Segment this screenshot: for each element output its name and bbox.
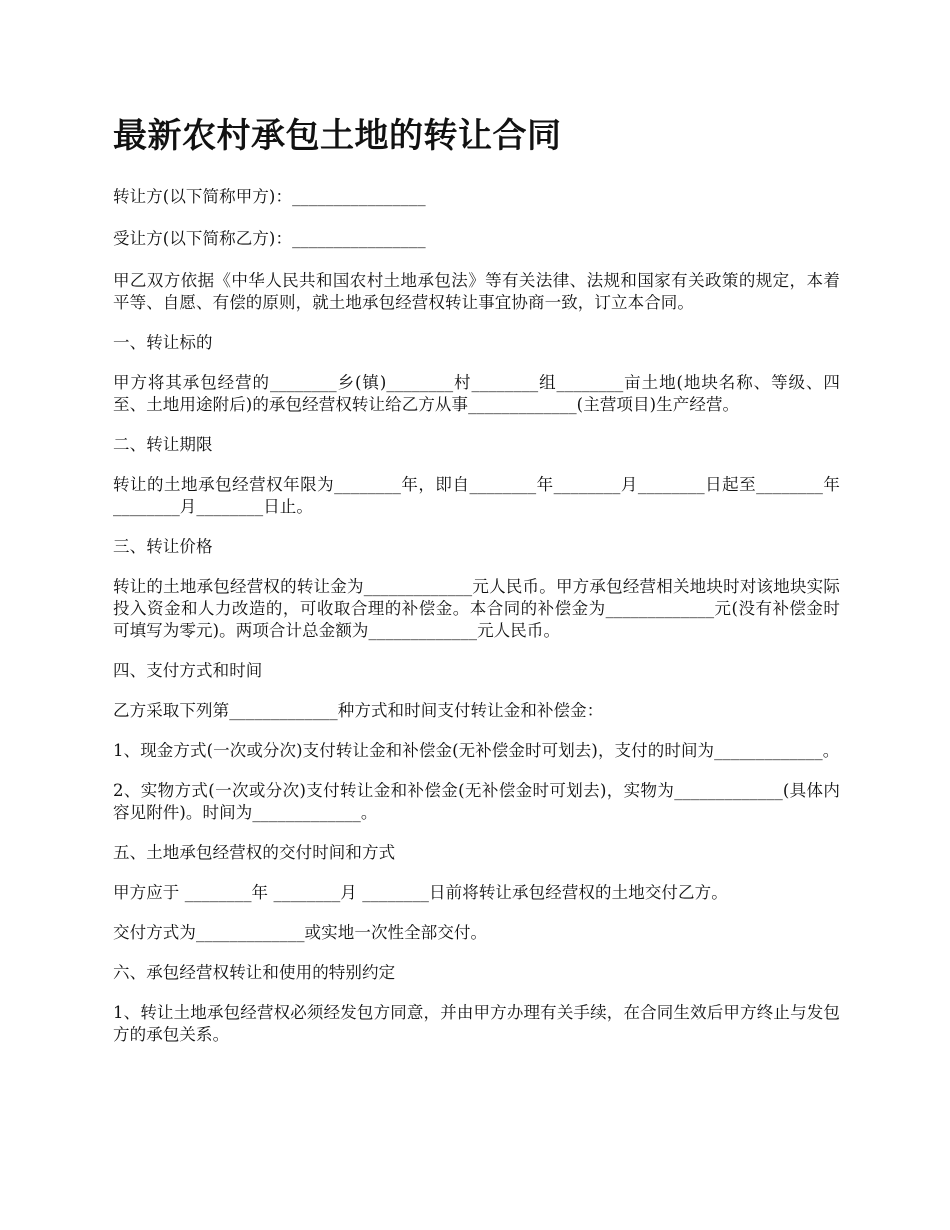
section-1-body: 甲方将其承包经营的________乡(镇)________村________组________亩土地(地块名称、等级、四至、土地用途附后)的承包经营权转让给乙方从事_____________(主营项目)生产经营。 (113, 373, 840, 414)
section-6-heading: 六、承包经营权转让和使用的特别约定 (113, 963, 396, 982)
section-3-body: 转让的土地承包经营权的转让金为_____________元人民币。甲方承包经营相关地块时对该地块实际投入资金和人力改造的，可收取合理的补偿金。本合同的补偿金为_____________元(没有补偿金时可填写为零元)。两项合计总金额为_____________元人民币。 (113, 577, 840, 640)
section-5-heading: 五、土地承包经营权的交付时间和方式 (113, 843, 396, 862)
transferor-line: 转让方(以下简称甲方)：________________ (113, 187, 426, 206)
section-4-heading: 四、支付方式和时间 (113, 661, 263, 680)
section-4-item-cash: 1、现金方式(一次或分次)支付转让金和补偿金(无补偿金时可划去)，支付的时间为_____________。 (113, 741, 840, 760)
section-3-heading: 三、转让价格 (113, 537, 213, 556)
section-4-item-goods: 2、实物方式(一次或分次)支付转让金和补偿金(无补偿金时可划去)，实物为_____________(具体内容见附件)。时间为_____________。 (113, 781, 840, 822)
section-1-heading: 一、转让标的 (113, 333, 213, 352)
section-5-delivery-method: 交付方式为_____________或实地一次性全部交付。 (113, 923, 488, 942)
section-5-delivery-date: 甲方应于 ________年 ________月 ________日前将转让承包经营权的土地交付乙方。 (113, 883, 728, 902)
section-4-intro: 乙方采取下列第_____________种方式和时间支付转让金和补偿金： (113, 701, 604, 720)
section-2-body: 转让的土地承包经营权年限为________年，即自________年________月________日起至________年________月________日止。 (113, 475, 840, 516)
preamble-paragraph: 甲乙双方依据《中华人民共和国农村土地承包法》等有关法律、法规和国家有关政策的规定，本着平等、自愿、有偿的原则，就土地承包经营权转让事宜协商一致，订立本合同。 (113, 271, 840, 312)
contract-page (113, 112, 840, 1064)
transferee-line: 受让方(以下简称乙方)：________________ (113, 229, 426, 248)
section-6-item-1: 1、转让土地承包经营权必须经发包方同意，并由甲方办理有关手续，在合同生效后甲方终止与发包方的承包关系。 (113, 1003, 840, 1044)
section-2-heading: 二、转让期限 (113, 435, 213, 454)
document-title: 最新农村承包土地的转让合同 (113, 116, 562, 156)
